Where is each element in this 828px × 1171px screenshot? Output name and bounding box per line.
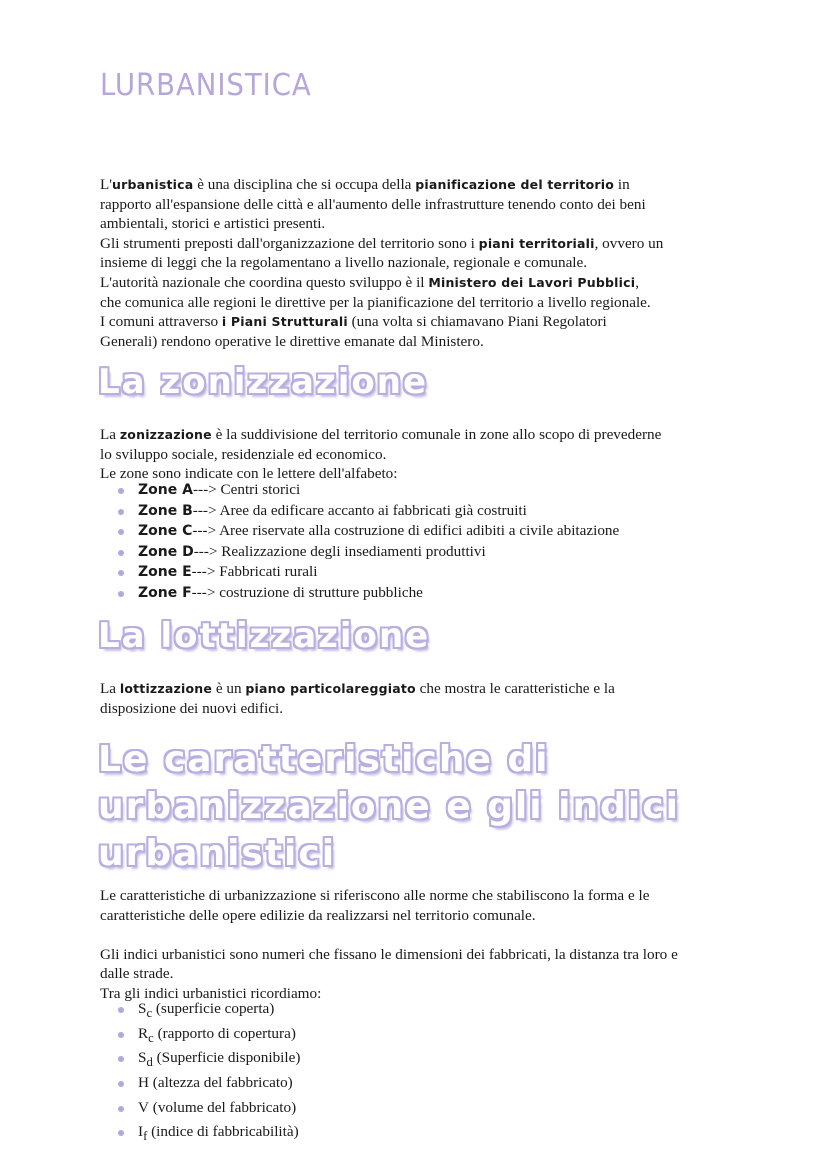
- list-item: $S_c$ (superficie coperta): [118, 999, 300, 1024]
- list-item: $R_c$ (rapporto di copertura): [118, 1024, 300, 1049]
- lottizzazione-paragraph: La lottizzazione è un piano particolareggiato che mostra le caratteristiche e la disposizione dei nuovi edifici.: [100, 680, 615, 717]
- list-item: Zone E---> Fabbricati rurali: [118, 562, 619, 583]
- section-heading-zonizzazione: La zonizzazione: [98, 362, 429, 402]
- highlight-term: lottizzazione: [119, 681, 213, 696]
- highlight-term: piani territoriali: [478, 235, 595, 251]
- section-heading-caratteristiche: Le caratteristiche di urbanizzazione e gli indici urbanistici: [98, 739, 680, 874]
- list-item: $S_d$ (Superficie disponibile): [118, 1048, 300, 1073]
- highlight-term: urbanistica: [112, 177, 194, 192]
- intro-paragraph: [100, 175, 740, 351]
- list-item: Zone A---> Centri storici: [118, 480, 619, 501]
- list-item: Zone B---> Aree da edificare accanto ai fabbricati già costruiti: [118, 501, 619, 522]
- highlight-term: i Piani Strutturali: [221, 314, 348, 330]
- intro-line: ambientali, storici e artistici presenti.: [100, 215, 326, 233]
- intro-line: rapporto all'espansione delle città e all'aumento delle infrastrutture tenendo conto dei beni: [100, 195, 646, 213]
- intro-line: Generali) rendono operative le direttive emanate dal Ministero.: [100, 332, 484, 350]
- intro-line: insieme di leggi che la regolamentano a livello nazionale, regionale e comunale.: [100, 254, 588, 272]
- highlight-term: zonizzazione: [119, 427, 212, 442]
- intro-line: Gli strumenti preposti dall'organizzazione del territorio sono i piani territoriali, ovvero un: [100, 234, 664, 252]
- highlight-term: piano particolareggiato: [245, 681, 416, 696]
- caratteristiche-paragraph: Le caratteristiche di urbanizzazione si riferiscono alle norme che stabiliscono la forma e le caratteristiche delle opere edilizie da realizzarsi nel territorio comunale. Gli indici urbanistici sono numeri che fissano le dimensioni dei fabbricati, la distanza tra loro e dalle strade. Tra gli indici urbanistici ricordiamo:: [100, 887, 678, 1002]
- indices-list: [118, 999, 300, 1147]
- list-item: Zone D---> Realizzazione degli insediamenti produttivi: [118, 542, 619, 563]
- zones-list: [118, 480, 619, 604]
- highlight-term: Ministero dei Lavori Pubblici: [428, 274, 636, 290]
- intro-line: che comunica alle regioni le direttive per la pianificazione del territorio a livello regionale.: [100, 293, 651, 311]
- page-title: LURBANISTICA: [100, 68, 312, 103]
- highlight-term: pianificazione del territorio: [415, 177, 615, 192]
- intro-line: L'urbanistica è una disciplina che si occupa della pianificazione del territorio in: [100, 176, 630, 193]
- list-item: Zone C---> Aree riservate alla costruzione di edifici adibiti a civile abitazione: [118, 521, 619, 542]
- zonizzazione-paragraph: La zonizzazione è la suddivisione del territorio comunale in zone allo scopo di prevederne lo sviluppo sociale, residenziale ed economico. Le zone sono indicate con le lettere dell'alfabeto:: [100, 426, 662, 483]
- intro-line: I comuni attraverso i Piani Strutturali (una volta si chiamavano Piani Regolatori: [100, 313, 607, 331]
- list-item: V (volume del fabbricato): [118, 1098, 300, 1123]
- section-heading-lottizzazione: La lottizzazione: [98, 616, 431, 656]
- intro-line: L'autorità nazionale che coordina questo sviluppo è il Ministero dei Lavori Pubblici,: [100, 273, 640, 291]
- list-item: H (altezza del fabbricato): [118, 1073, 300, 1098]
- list-item: Zone F---> costruzione di strutture pubbliche: [118, 583, 619, 604]
- list-item: $I_f$ (indice di fabbricabilità): [118, 1122, 300, 1147]
